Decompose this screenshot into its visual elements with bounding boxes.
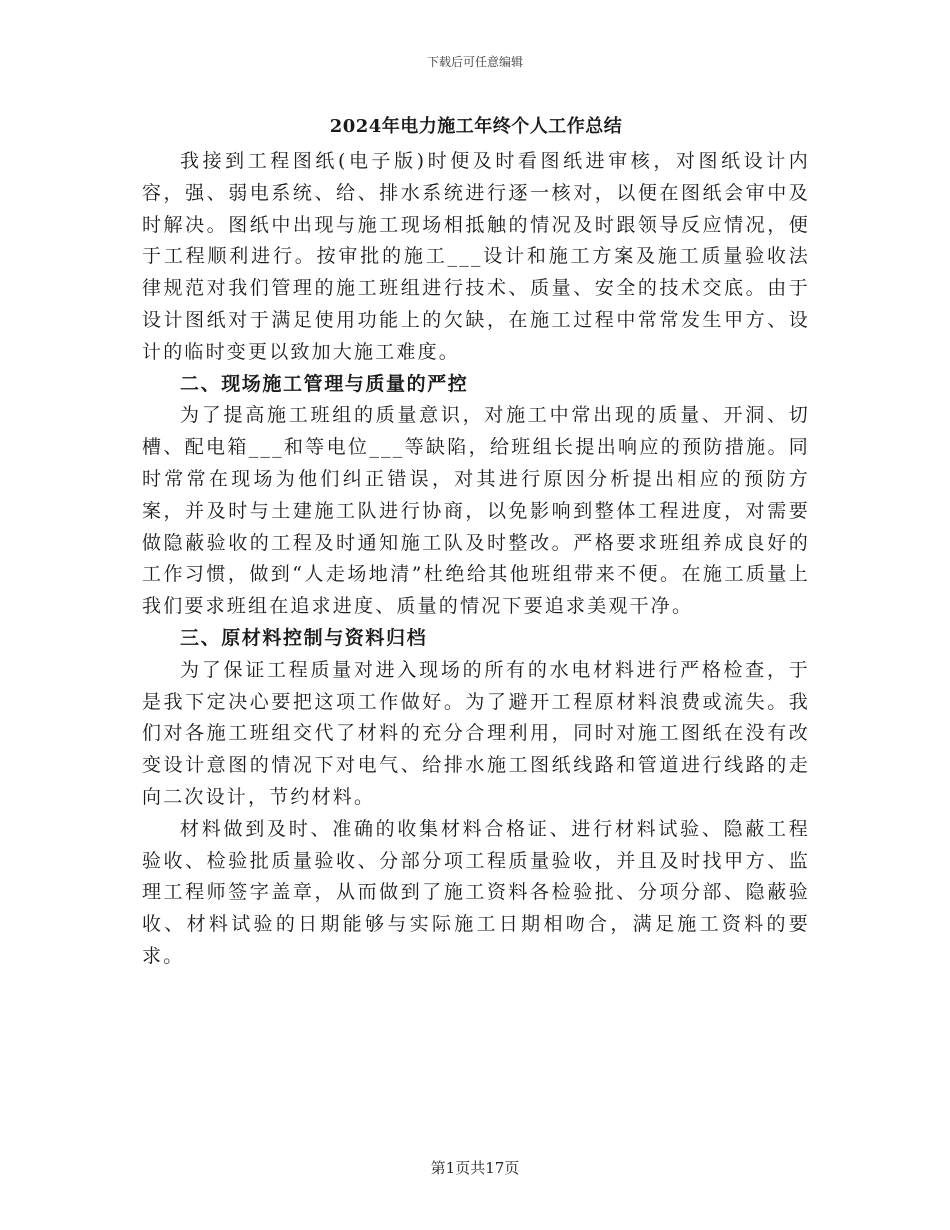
paragraph-material-inspection: 为了保证工程质量对进入现场的所有的水电材料进行严格检查，于是我下定决心要把这项工作做好。为了避开工程原材料浪费或流失。我们对各施工班组交代了材料的充分合理利用，同时对施工图纸在没有改变设计意图的情况下对电气、给排水施工图纸线路和管道进行线路的走向二次设计，节约材料。 (142, 658, 810, 808)
paragraph-quality-control: 为了提高施工班组的质量意识，对施工中常出现的质量、开洞、切槽、配电箱___和等电位___等缺陷，给班组长提出响应的预防措施。同时常常在现场为他们纠正错误，对其进行原因分析提出相应的预防方案，并及时与土建施工队进行协商，以免影响到整体工程进度，对需要做隐蔽验收的工程及时通知施工队及时整改。严格要求班组养成良好的工作习惯，做到“人走场地清”杜绝给其他班组带来不便。在施工质量上我们要求班组在追求进度、质量的情况下要追求美观干净。 (142, 404, 810, 618)
section-heading-site-management: 二、现场施工管理与质量的严控 (180, 372, 469, 395)
page-header-note: 下载后可任意编辑 (426, 55, 523, 69)
document-body (142, 112, 810, 973)
paragraph-documentation: 材料做到及时、准确的收集材料合格证、进行材料试验、隐蔽工程验收、检验批质量验收、分部分项工程质量验收，并且及时找甲方、监理工程师签字盖章，从而做到了施工资料各检验批、分项分部、隐蔽验收、材料试验的日期能够与实际施工日期相吻合，满足施工资料的要求。 (142, 817, 810, 967)
section-heading-materials: 三、原材料控制与资料归档 (180, 626, 428, 649)
page-number: 第1页共17页 (430, 1159, 520, 1177)
paragraph-drawing-review: 我接到工程图纸(电子版)时便及时看图纸进审核，对图纸设计内容，强、弱电系统、给、排水系统进行逐一核对，以便在图纸会审中及时解决。图纸中出现与施工现场相抵触的情况及时跟领导反应情况，便于工程顺利进行。按审批的施工___设计和施工方案及施工质量验收法律规范对我们管理的施工班组进行技术、质量、安全的技术交底。由于设计图纸对于满足使用功能上的欠缺，在施工过程中常常发生甲方、设计的临时变更以致加大施工难度。 (142, 150, 810, 363)
document-title: 2024年电力施工年终个人工作总结 (329, 116, 623, 137)
